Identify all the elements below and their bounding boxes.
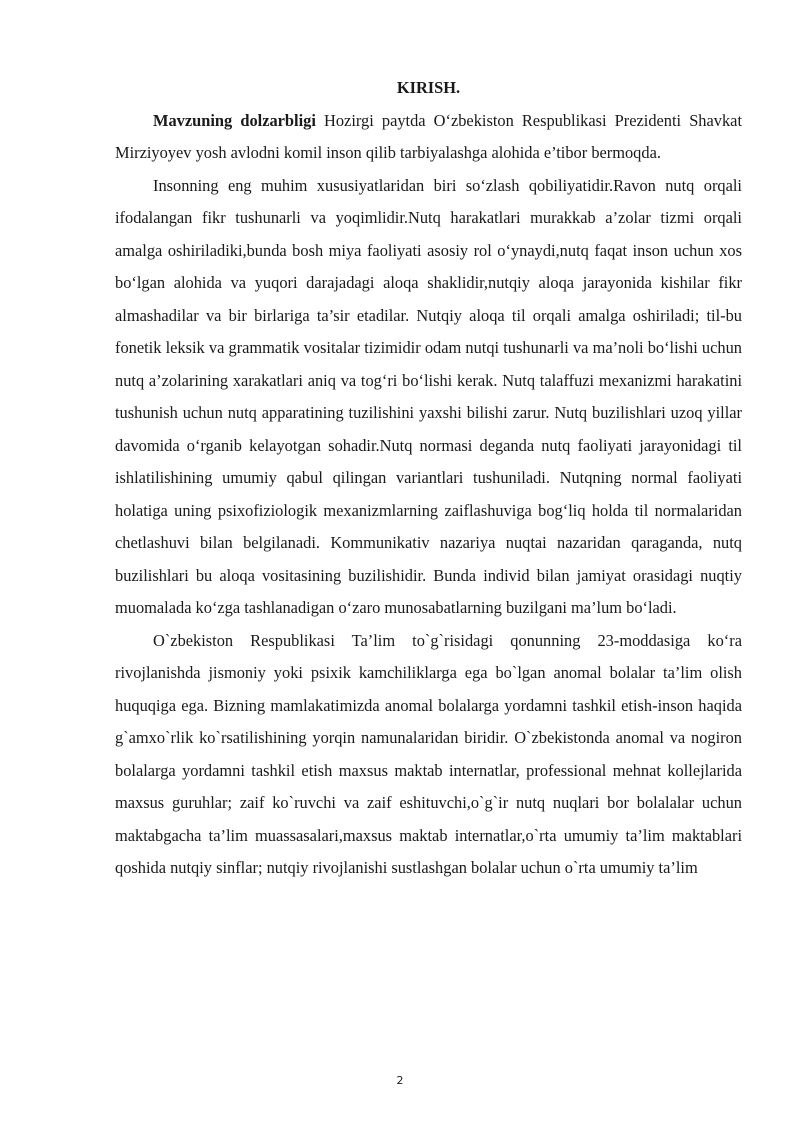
- document-page: [115, 72, 742, 885]
- paragraph-law: O`zbekiston Respublikasi Ta’lim to`g`risidagi qonunning 23-moddasiga ko‘ra rivojlanishda jismoniy yoki psixik kamchiliklarga ega bo`lgan anomal bolalar ta’lim olish huquqiga ega. Bizning mamlakatimizda anomal bolalarga yordamni tashkil etish-inson haqida g`amxo`rlik ko`rsatilishining yorqin namunalaridan biridir. O`zbekistonda anomal va nogiron bolalarga yordamni tashkil etish maxsus maktab internatlar, professional mehnat kollejlarida maxsus guruhlar; zaif ko`ruvchi va zaif eshituvchi,o`g`ir nutq nuqlari bor bolalalar uchun maktabgacha ta’lim muassasalari,maxsus maktab internatlar,o`rta umumiy ta’lim maktablari qoshida nutqiy sinflar; nutqiy rivojlanishi sustlashgan bolalar uchun o`rta umumiy ta’lim: [115, 630, 742, 877]
- paragraph-speech: Insonning eng muhim xususiyatlaridan biri so‘zlash qobiliyatidir.Ravon nutq orqali ifodalangan fikr tushunarli va yoqimlidir.Nutq harakatlari murakkab a’zolar tizmi orqali amalga oshiriladiki,bunda bosh miya faoliyati asosiy rol o‘ynaydi,nutq faqat inson uchun xos bo‘lgan alohida va yuqori darajadagi aloqa shaklidir,nutqiy aloqa jarayonida kishilar fikr almashadilar va bir birlariga ta’sir etadilar. Nutqiy aloqa til orqali amalga oshiriladi; til-bu fonetik leksik va grammatik vositalar tizimidir odam nutqi tushunarli va ma’noli bo‘lishi uchun nutq a’zolarining xarakatlari aniq va tog‘ri bo‘lishi kerak. Nutq talaffuzi mexanizmi harakatini tushunish uchun nutq apparatining tuzilishini yaxshi bilishi zarur. Nutq buzilishlari uzoq yillar davomida o‘rganib kelayotgan sohadir.Nutq normasi deganda nutq faoliyati jarayonidagi til ishlatilishining umumiy qabul qilingan variantlari tushuniladi. Nutqning normal faoliyati holatiga uning psixofiziologik mexanizmlarning zaiflashuviga bog‘liq holda til normalaridan chetlashuvi bilan belgilanadi. Kommunikativ nazariya nuqtai nazaridan qaraganda, nutq buzilishlari bu aloqa vositasining buzilishidir. Bunda individ bilan jamiyat orasidagi nuqtiy muomalada ko‘zga tashlanadigan o‘zaro munosabatlarning buzilgani ma’lum bo‘ladi.: [115, 175, 742, 617]
- paragraph-lead: Mavzuning dolzarbligi: [153, 110, 316, 130]
- paragraph-text: Hozirgi paytda O‘zbekiston Respublikasi Prezidenti Shavkat Mirziyoyev yosh avlodni komil inson qilib tarbiyalashga alohida e’tibor bermoqda.: [115, 110, 742, 162]
- paragraph-relevance: [115, 105, 742, 170]
- section-title: KIRISH.: [396, 78, 461, 97]
- page-number: 2: [396, 1074, 404, 1087]
